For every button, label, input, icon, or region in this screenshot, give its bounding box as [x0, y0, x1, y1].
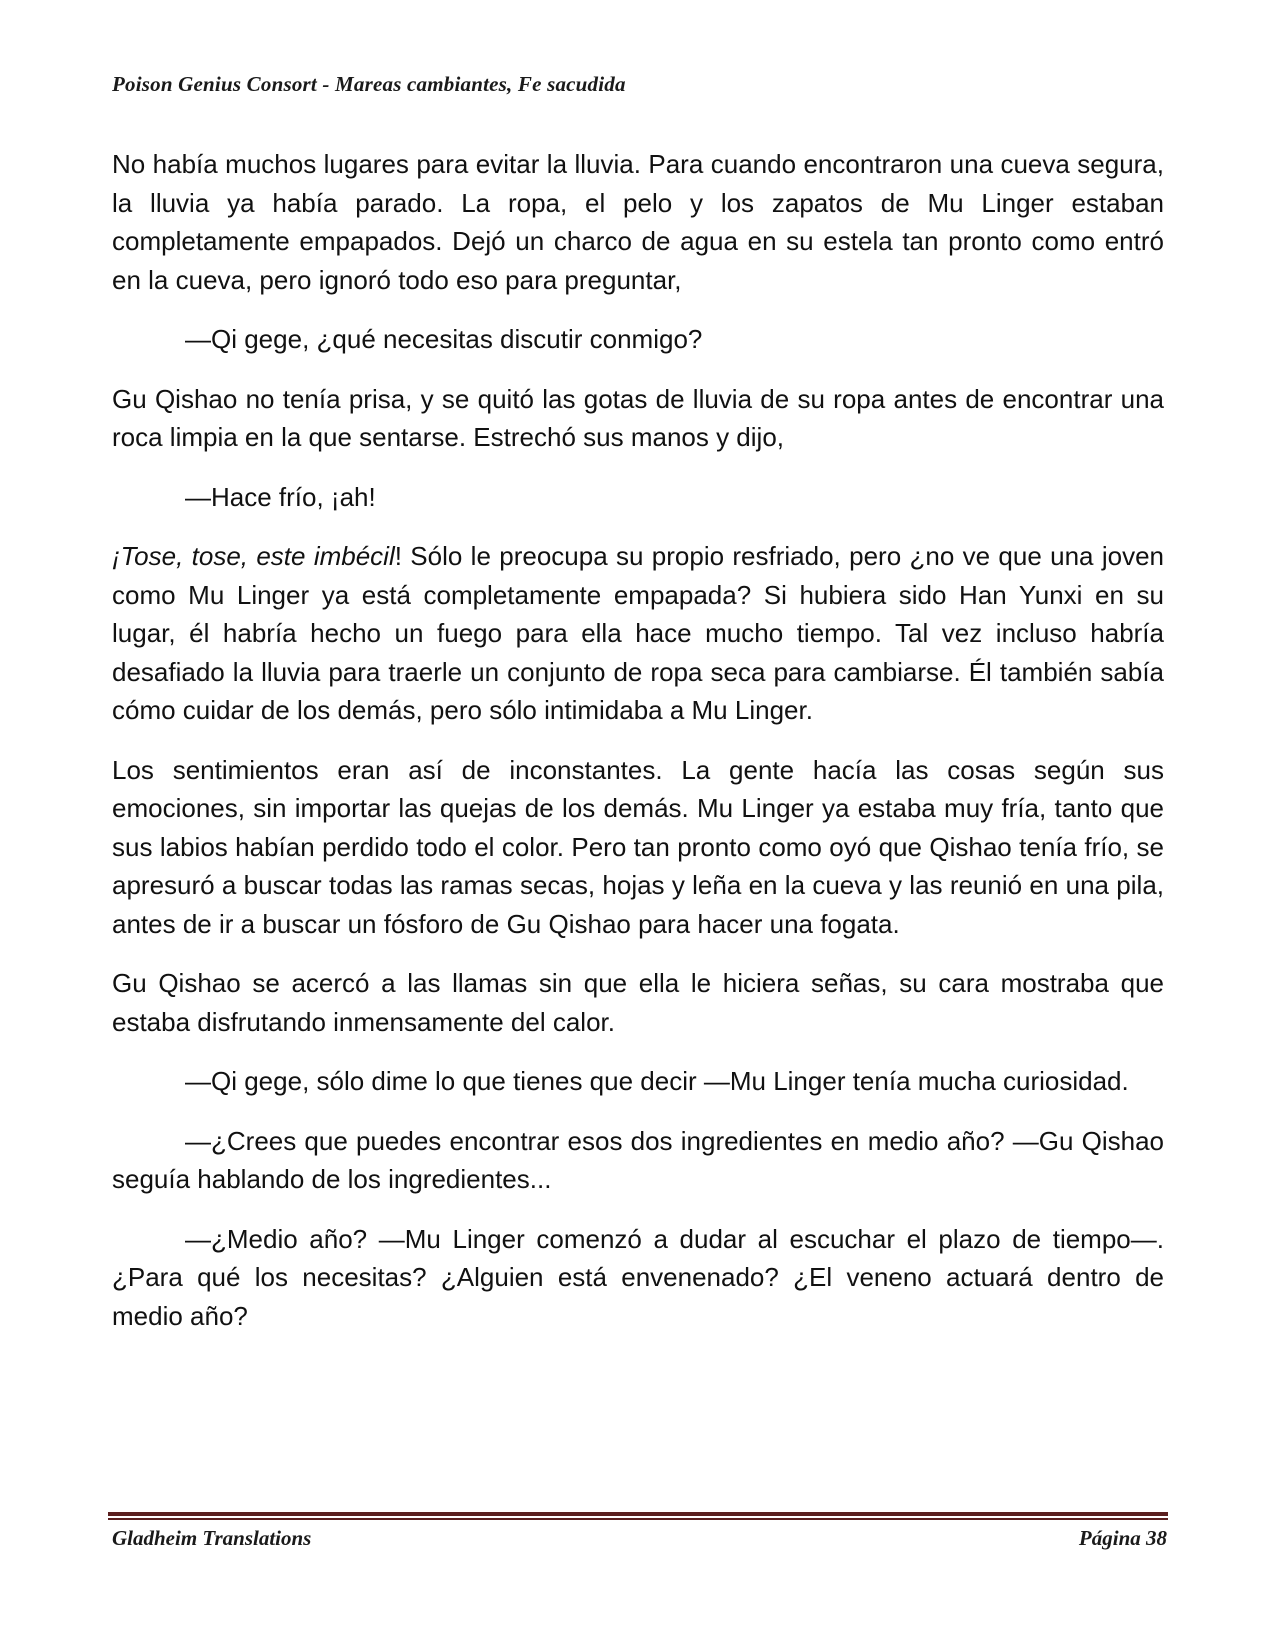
footer-publisher: Gladheim Translations [112, 1526, 312, 1550]
paragraph-5-text: ! Sólo le preocupa su propio resfriado, pero ¿no ve que una joven como Mu Linger ya está completamente empapada? Si hubiera sido Han Yunxi en su lugar, él habría hecho un fuego para ella hace mucho tiempo. Tal vez incluso habría desafiado la lluvia para traerle un conjunto de ropa seca para cambiarse. Él también sabía cómo cuidar de los demás, pero sólo intimidaba a Mu Linger. [112, 541, 1165, 725]
paragraph-9: —¿Crees que puedes encontrar esos dos ingredientes en medio año? —Gu Qishao seguía hablando de los ingredientes... [112, 1125, 1164, 1194]
paragraph-5-italic: ¡Tose, tose, este imbécil [112, 541, 395, 571]
paragraph-10: —¿Medio año? —Mu Linger comenzó a dudar al escuchar el plazo de tiempo—. ¿Para qué los necesitas? ¿Alguien está envenenado? ¿El veneno actuará dentro de medio año? [112, 1223, 1164, 1331]
paragraph-5 [112, 537, 1164, 730]
paragraph-6: Los sentimientos eran así de inconstantes. La gente hacía las cosas según sus emociones, sin importar las quejas de los demás. Mu Linger ya estaba muy fría, tanto que sus labios habían perdido todo el color. Pero tan pronto como oyó que Qishao tenía frío, se apresuró a buscar todas las ramas secas, hojas y leña en la cueva y las reunió en una pila, antes de ir a buscar un fósforo de Gu Qishao para hacer una fogata. [112, 754, 1164, 939]
paragraph-3: Gu Qishao no tenía prisa, y se quitó las gotas de lluvia de su ropa antes de encontrar una roca limpia en la que sentarse. Estrechó sus manos y dijo, [112, 383, 1164, 452]
footer-rule-thick [108, 1512, 1168, 1516]
footer-page-number: Página 38 [1078, 1526, 1167, 1550]
paragraph-4: —Hace frío, ¡ah! [185, 481, 376, 512]
footer-rule-thin [108, 1518, 1168, 1520]
paragraph-1: No había muchos lugares para evitar la lluvia. Para cuando encontraron una cueva segura, la lluvia ya había parado. La ropa, el pelo y los zapatos de Mu Linger estaban completamente empapados. Dejó un charco de agua en su estela tan pronto como entró en la cueva, pero ignoró todo eso para preguntar, [112, 149, 1164, 295]
paragraph-7: Gu Qishao se acercó a las llamas sin que ella le hiciera señas, su cara mostraba que estaba disfrutando inmensamente del calor. [112, 968, 1164, 1037]
body-text [112, 145, 1164, 1356]
running-header: Poison Genius Consort - Mareas cambiantes, Fe sacudida [112, 72, 626, 96]
footer-rule [108, 1512, 1168, 1521]
paragraph-8: —Qi gege, sólo dime lo que tienes que decir —Mu Linger tenía mucha curiosidad. [185, 1066, 1129, 1096]
paragraph-2: —Qi gege, ¿qué necesitas discutir conmigo? [185, 324, 703, 354]
